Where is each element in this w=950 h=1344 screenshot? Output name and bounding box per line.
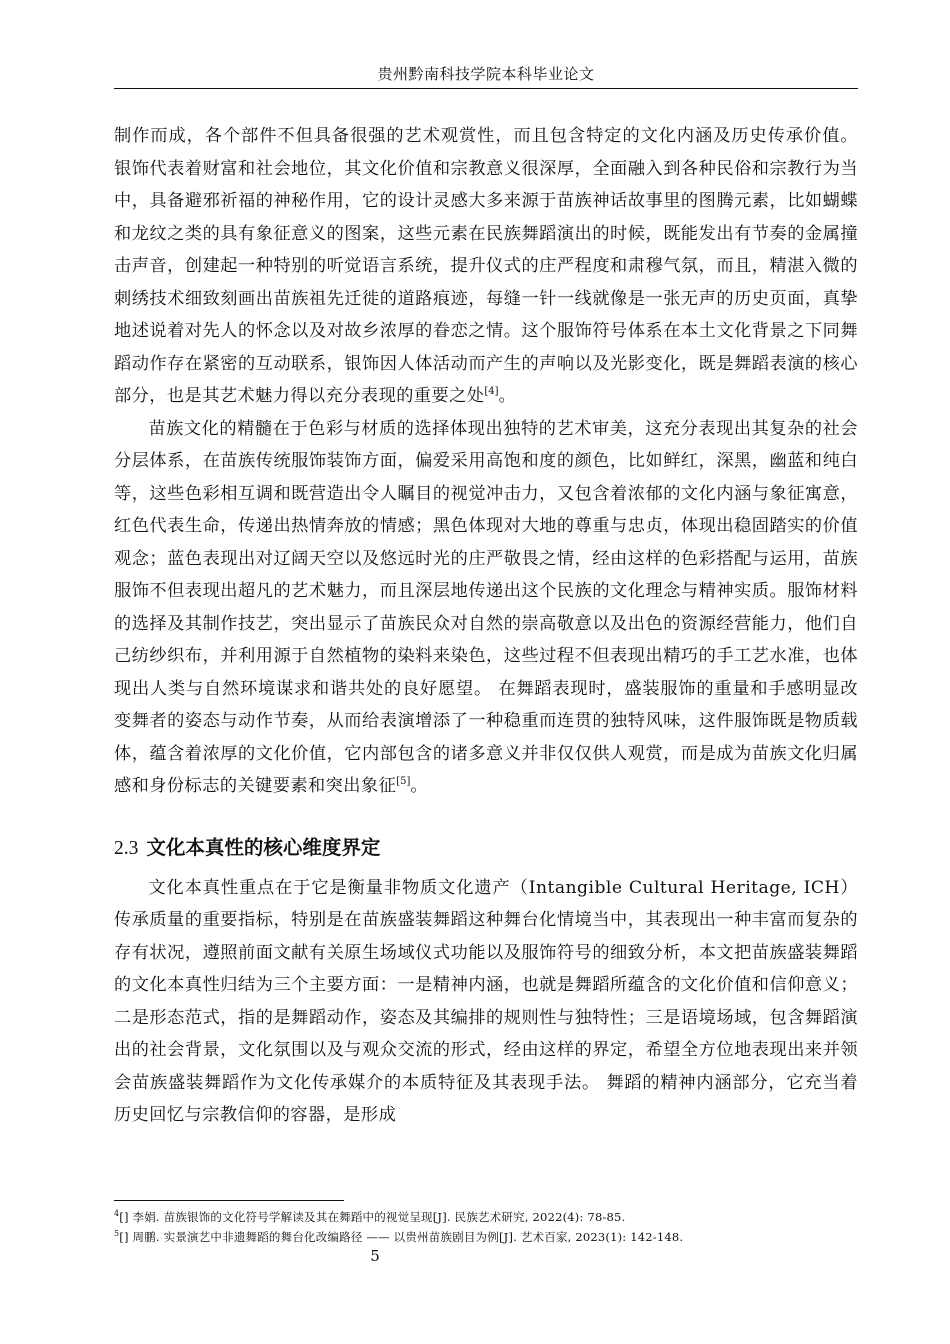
footnotes (114, 1207, 858, 1247)
footnote-text: [] 李娟. 苗族银饰的文化符号学解读及其在舞蹈中的视觉呈现[J]. 民族艺术研究, 2022(4): 78-85. (119, 1210, 626, 1224)
paragraph-text: 制作而成，各个部件不但具备很强的艺术观赏性，而且包含特定的文化内涵及历史传承价值。 银饰代表着财富和社会地位，其文化价值和宗教意义很深厚，全面融入到各种民俗和宗教行为当中，具备避邪祈福的神秘作用，它的设计灵感大多来源于苗族神话故事里的图腾元素，比如蝴蝶和龙纹之类的具有象征意义的图案，这些元素在民族舞蹈演出的时候，既能发出有节奏的金属撞击声音，创建起一种特别的听觉语言系统，提升仪式的庄严程度和肃穆气氛，而且，精湛入微的刺绣技术细致刻画出苗族祖先迁徙的道路痕迹，每缝一针一线就像是一张无声的历史页面，真挚地述说着对先人的怀念以及对故乡浓厚的眷恋之情。这个服饰符号体系在本土文化背景之下同舞蹈动作存在紧密的互动联系，银饰因人体活动而产生的声响以及光影变化，既是舞蹈表演的核心部分，也是其艺术魅力得以充分表现的重要之处 (114, 126, 858, 406)
paragraph-continued (114, 120, 858, 413)
section-number: 2.3 (114, 837, 139, 859)
footnote-divider (114, 1200, 344, 1201)
body-text (114, 120, 858, 1132)
header-divider (114, 88, 858, 89)
footnote-mark: 5 (114, 1229, 120, 1238)
footnote-text: [] 周鹏. 实景演艺中非遗舞蹈的舞台化改编路径 —— 以贵州苗族剧目为例[J]. 艺术百家, 2023(1): 142-148. (119, 1230, 684, 1244)
paragraph-text: 文化本真性重点在于它是衡量非物质文化遗产（Intangible Cultural Heritage, ICH）传承质量的重要指标，特别是在苗族盛装舞蹈这种舞台化情境当中，其表现出一种丰富而复杂的存有状况，遵照前面文献有关原生场域仪式功能以及服饰符号的细致分析，本文把苗族盛装舞蹈的文化本真性归结为三个主要方面：一是精神内涵，也就是舞蹈所蕴含的文化价值和信仰意义；二是形态范式，指的是舞蹈动作，姿态及其编排的规则性与独特性；三是语境场域，包含舞蹈演出的社会背景，文化氛围以及与观众交流的形式，经由这样的界定，希望全方位地表现出来并领会苗族盛装舞蹈作为文化传承媒介的本质特征及其表现手法。 舞蹈的精神内涵部分，它充当着历史回忆与宗教信仰的容器，是形成 (114, 877, 858, 1125)
section-heading (114, 833, 858, 864)
citation-ref[interactable]: [5] (396, 776, 411, 787)
running-header: 贵州黔南科技学院本科毕业论文 (377, 65, 595, 83)
paragraph (114, 872, 858, 1132)
paragraph (114, 413, 858, 803)
footnote-mark: 4 (114, 1209, 120, 1218)
paragraph-text: 苗族文化的精髓在于色彩与材质的选择体现出独特的艺术审美，这充分表现出其复杂的社会分层体系，在苗族传统服饰装饰方面，偏爱采用高饱和度的颜色，比如鲜红，深黑，幽蓝和纯白等，这些色彩相互调和既营造出令人瞩目的视觉冲击力，又包含着浓郁的文化内涵与象征寓意，红色代表生命，传递出热情奔放的情感；黑色体现对大地的尊重与忠贞，体现出稳固踏实的价值观念；蓝色表现出对辽阔天空以及悠远时光的庄严敬畏之情，经由这样的色彩搭配与运用，苗族服饰不但表现出超凡的艺术魅力，而且深层地传递出这个民族的文化理念与精神实质。服饰材料的选择及其制作技艺，突出显示了苗族民众对自然的崇高敬意以及出色的资源经营能力，他们自己纺纱织布，并利用源于自然植物的染料来染色，这些过程不但表现出精巧的手工艺水准，也体现出人类与自然环境谋求和谐共处的良好愿望。 在舞蹈表现时，盛装服饰的重量和手感明显改变舞者的姿态与动作节奏，从而给表演增添了一种稳重而连贯的独特风味，这件服饰既是物质载体，蕴含着浓厚的文化价值，它内部包含的诸多意义并非仅仅供人观赏，而是成为苗族文化归属感和身份标志的关键要素和突出象征 (114, 418, 858, 796)
footnote (114, 1207, 858, 1227)
paragraph-end: 。 (498, 386, 517, 406)
section-title: 文化本真性的核心维度界定 (146, 835, 381, 859)
paragraph-end: 。 (410, 776, 429, 796)
page-number: 5 (370, 1247, 380, 1265)
footnote (114, 1227, 858, 1247)
citation-ref[interactable]: [4] (484, 386, 499, 397)
